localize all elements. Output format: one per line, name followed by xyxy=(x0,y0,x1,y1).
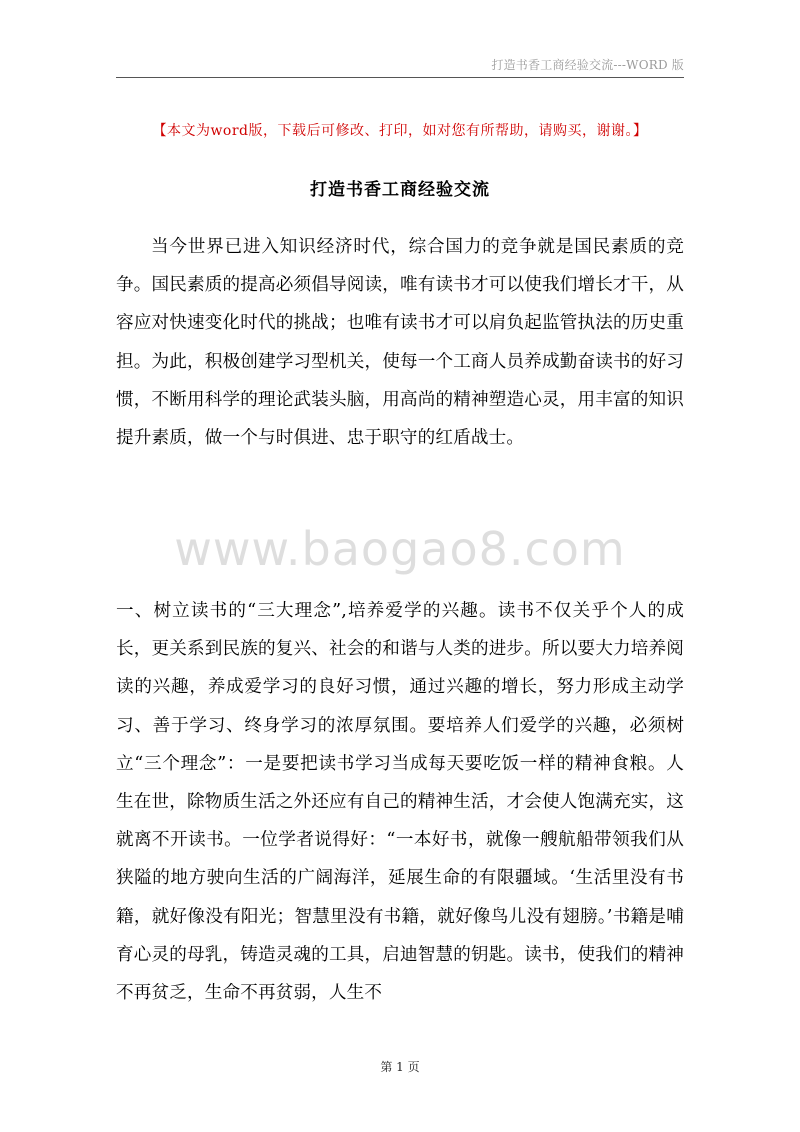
paragraph-intro: 当今世界已进入知识经济时代，综合国力的竞争就是国民素质的竞争。国民素质的提高必须倡导阅读，唯有读书才可以使我们增长才干，从容应对快速变化时代的挑战；也唯有读书才可以肩负起监管执法的历史重担。为此，积极创建学习型机关，使每一个工商人员养成勤奋读书的好习惯，不断用科学的理论武装头脑，用高尚的精神塑造心灵，用丰富的知识提升素质，做一个与时俱进、忠于职守的红盾战士。 xyxy=(116,237,684,449)
running-header: 打造书香工商经验交流---WORD 版 xyxy=(491,58,684,72)
download-notice: 【本文为word版，下载后可修改、打印，如对您有所帮助，请购买，谢谢。】 xyxy=(152,123,648,139)
header-divider xyxy=(116,77,684,78)
watermark: www.baogao8.com xyxy=(174,522,626,576)
page-number: 第 1 页 xyxy=(380,1060,420,1074)
document-title: 打造书香工商经验交流 xyxy=(310,180,490,200)
paragraph-section-one: 一、树立读书的“三大理念”,培养爱学的兴趣。读书不仅关乎个人的成长，更关系到民族的复兴、社会的和谐与人类的进步。所以要大力培养阅读的兴趣，养成爱学习的良好习惯，通过兴趣的增长，努力形成主动学习、善于学习、终身学习的浓厚氛围。要培养人们爱学的兴趣，必须树立“三个理念”：一是要把读书学习当成每天要吃饭一样的精神食粮。人生在世，除物质生活之外还应有自己的精神生活，才会使人饱满充实，这就离不开读书。一位学者说得好：“一本好书，就像一艘航船带领我们从狭隘的地方驶向生活的广阔海洋，延展生命的有限疆域。‘生活里没有书籍，就好像没有阳光；智慧里没有书籍，就好像鸟儿没有翅膀。’书籍是哺育心灵的母乳，铸造灵魂的工具，启迪智慧的钥匙。读书，使我们的精神不再贫乏，生命不再贫弱，人生不 xyxy=(116,601,684,1004)
